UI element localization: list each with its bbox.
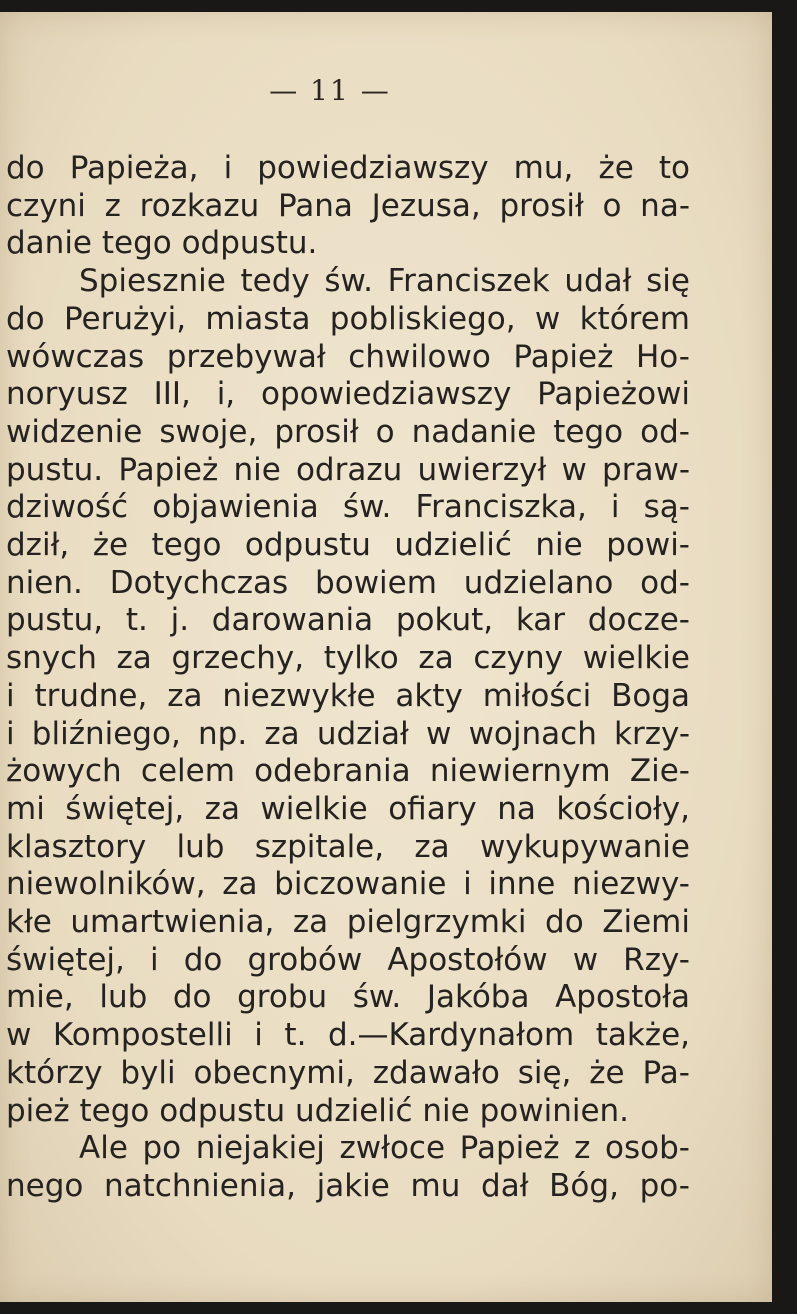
text-line: niewolników, za biczowanie i inne niezwy-	[6, 866, 690, 903]
text-line: widzenie swoje, prosił o nadanie tego od-	[6, 413, 690, 450]
text-line: i bliźniego, np. za udział w wojnach krzy-	[6, 715, 690, 752]
text-line: w Kompostelli i t. d.—Kardynałom także,	[6, 1017, 690, 1054]
text-line: mie, lub do grobu św. Jakóba Apostoła	[6, 979, 690, 1016]
text-line: Ale po niejakiej zwłoce Papież z osob-	[79, 1130, 690, 1167]
text-line: dziwość objawienia św. Franciszka, i są-	[6, 489, 690, 526]
text-line: wówczas przebywał chwilowo Papież Ho-	[6, 338, 690, 375]
text-line: i trudne, za niezwykłe akty miłości Boga	[6, 677, 690, 714]
text-line: mi świętej, za wielkie ofiary na kościoły,	[6, 790, 690, 827]
paragraph-2	[6, 263, 690, 1130]
text-line: noryusz III, i, opowiedziawszy Papieżowi	[6, 376, 690, 413]
text-line: pustu, t. j. darowania pokut, kar docze-	[6, 602, 690, 639]
body-text	[6, 150, 690, 1206]
page-number: — 11 —	[269, 74, 391, 107]
text-line: klasztory lub szpitale, za wykupywanie	[6, 828, 690, 865]
text-line: pież tego odpustu udzielić nie powinien.	[6, 1092, 630, 1129]
text-line: snych za grzechy, tylko za czyny wielkie	[6, 640, 690, 677]
text-line: kłe umartwienia, za pielgrzymki do Ziemi	[6, 904, 690, 941]
text-line: nien. Dotychczas bowiem udzielano od-	[6, 564, 690, 601]
paragraph-1	[6, 150, 690, 263]
text-line: czyni z rozkazu Pana Jezusa, prosił o na-	[6, 187, 690, 224]
text-line: świętej, i do grobów Apostołów w Rzy-	[6, 941, 690, 978]
text-line: nego natchnienia, jakie mu dał Bóg, po-	[6, 1167, 690, 1204]
paragraph-3	[6, 1130, 690, 1205]
text-line: Spiesznie tedy św. Franciszek udał się	[79, 263, 690, 300]
text-line: danie tego odpustu.	[6, 225, 318, 262]
text-line: pustu. Papież nie odrazu uwierzył w praw-	[6, 451, 690, 488]
book-page	[0, 12, 772, 1302]
text-line: do Perużyi, miasta pobliskiego, w którem	[6, 300, 690, 337]
text-line: żowych celem odebrania niewiernym Zie-	[6, 753, 690, 790]
text-line: dził, że tego odpustu udzielić nie powi-	[6, 527, 690, 564]
text-line: którzy byli obecnymi, zdawało się, że Pa-	[6, 1054, 690, 1091]
text-line: do Papieża, i powiedziawszy mu, że to	[6, 150, 690, 186]
